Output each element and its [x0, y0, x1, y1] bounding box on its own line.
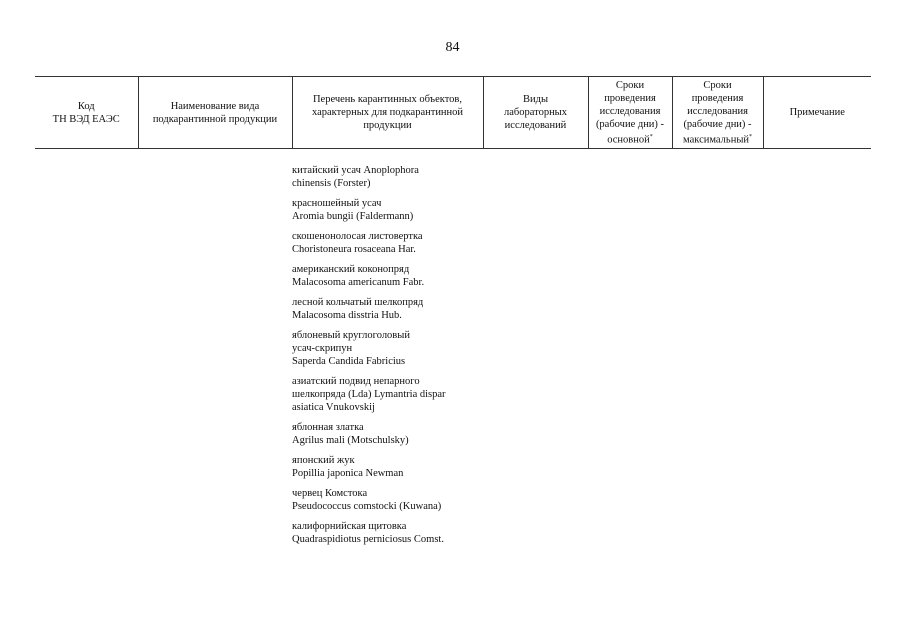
quarantine-object-line: американский коконопряд [292, 264, 410, 275]
quarantine-object-line: шелкопряда (Lda) Lymantria dispar [292, 389, 446, 400]
quarantine-object-line: красношейный усач [292, 198, 382, 209]
quarantine-object-item [292, 296, 492, 322]
quarantine-object-line: яблоневый круглоголовый [292, 330, 410, 341]
quarantine-object-item [292, 263, 492, 289]
quarantine-object-item [292, 454, 492, 480]
quarantine-object-line: усач-скрипун [292, 343, 353, 354]
quarantine-object-line: червец Комстока [292, 488, 368, 499]
quarantine-object-line: chinensis (Forster) [292, 178, 371, 189]
quarantine-table [35, 76, 871, 149]
quarantine-object-line: Choristoneura rosaceana Har. [292, 244, 416, 255]
quarantine-object-line: Saperda Candida Fabricius [292, 356, 406, 367]
quarantine-object-line: Pseudococcus comstocki (Kuwana) [292, 501, 442, 512]
quarantine-object-item [292, 329, 492, 368]
quarantine-object-item [292, 375, 492, 414]
quarantine-object-item [292, 197, 492, 223]
quarantine-object-item [292, 164, 492, 190]
table-header [35, 76, 871, 149]
quarantine-object-line: Malacosoma americanum Fabr. [292, 277, 425, 288]
quarantine-object-item [292, 487, 492, 513]
quarantine-object-line: китайский усач Anoplophora [292, 165, 419, 176]
quarantine-object-line: скошенонолосая листовертка [292, 231, 423, 242]
header-term-basic: Сроки проведения исследования (рабочие дни) - основной* [588, 77, 672, 149]
header-term-max: Сроки проведения исследования (рабочие дни) - максимальный* [672, 77, 763, 149]
header-lab-studies: Виды лабораторных исследований [483, 77, 588, 149]
quarantine-objects-list [292, 164, 492, 553]
quarantine-object-line: Aromia bungii (Faldermann) [292, 211, 414, 222]
header-tn-ved-code: Код ТН ВЭД ЕАЭС [35, 77, 138, 149]
quarantine-object-line: Agrilus mali (Motschulsky) [292, 435, 409, 446]
quarantine-object-line: яблонная златка [292, 422, 364, 433]
quarantine-object-line: asiatica Vnukovskij [292, 402, 375, 413]
footnote-mark: * [749, 133, 752, 140]
quarantine-object-line: японский жук [292, 455, 355, 466]
quarantine-object-item [292, 520, 492, 546]
footnote-mark: * [649, 133, 653, 140]
quarantine-object-item [292, 230, 492, 256]
quarantine-object-line: Malacosoma disstria Hub. [292, 310, 402, 321]
page-number: 84 [445, 40, 460, 55]
header-product-name: Наименование вида подкарантинной продукции [138, 77, 292, 149]
quarantine-object-line: Popillia japonica Newman [292, 468, 404, 479]
quarantine-object-line: азиатский подвид непарного [292, 376, 420, 387]
quarantine-object-item [292, 421, 492, 447]
quarantine-object-line: калифорнийская щитовка [292, 521, 407, 532]
quarantine-object-line: Quadraspidiotus perniciosus Comst. [292, 534, 444, 545]
quarantine-object-line: лесной кольчатый шелкопряд [292, 297, 424, 308]
header-note: Примечание [763, 77, 871, 149]
header-quarantine-objects: Перечень карантинных объектов, характерных для подкарантинной продукции [292, 77, 483, 149]
